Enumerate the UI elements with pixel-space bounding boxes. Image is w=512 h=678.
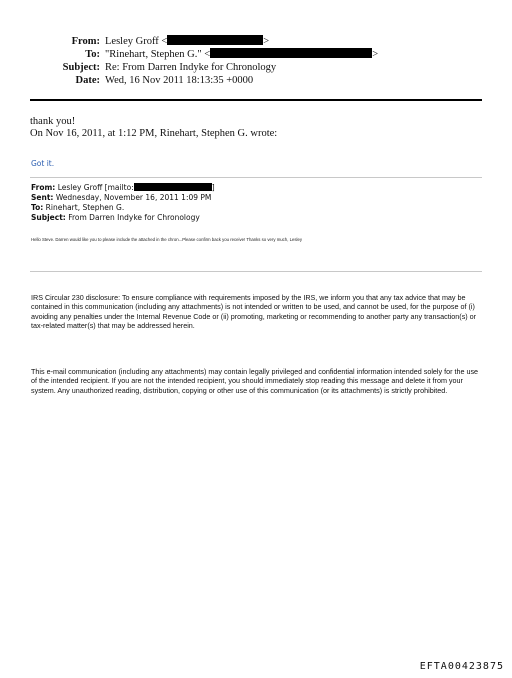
header-from-tail: > — [263, 36, 270, 47]
privileged-disclaimer: This e-mail communication (including any attachments) may contain legally privileged and confidential information intended solely for the use of the intended recipient. If you are not the intended recipient, you should immediately stop reading this message and delete it from your system. Any unauthorized reading, distribution, copying or other use of this communication (or its attachments) is strictly prohibited. — [31, 367, 479, 395]
header-date-label: Date: — [75, 75, 100, 86]
reply-line-1: thank you! — [30, 116, 76, 127]
header-to-value: "Rinehart, Stephen G." < — [105, 49, 211, 60]
header-divider — [30, 99, 482, 101]
forward-divider — [30, 177, 482, 178]
forward-sent-value: Wednesday, November 16, 2011 1:09 PM — [55, 193, 212, 202]
disclaimer-divider — [30, 271, 482, 272]
redaction-bar — [134, 183, 212, 191]
header-date-value: Wed, 16 Nov 2011 18:13:35 +0000 — [105, 75, 254, 86]
forward-sent-label: Sent: — [31, 193, 54, 202]
forward-to-row — [31, 203, 124, 213]
message-body: Hello Steve. Darren would like you to please include the attached in the chron...Please confirm back you receive! Thanks so very much, Lesley — [31, 237, 303, 242]
forward-from-value: Lesley Groff [mailto: — [57, 183, 134, 192]
forward-to-value: Rinehart, Stephen G. — [45, 203, 125, 212]
document-id: EFTA00423875 — [419, 661, 504, 672]
header-from-label: From: — [71, 36, 100, 47]
header-subject-value: Re: From Darren Indyke for Chronology — [105, 62, 277, 73]
irs-disclaimer: IRS Circular 230 disclosure: To ensure compliance with requirements imposed by the IRS, we inform you that any tax advice that may be contained in this communication (including any attachments) is not intended or written to be used, and cannot be used, for the purpose of (i) avoiding any penalties under the Internal Revenue Code or (ii) promoting, marketing or recommending to another party any transaction(s) or tax-related matter(s) that may be addressed herein. — [31, 293, 477, 331]
header-to-tail: > — [372, 49, 379, 60]
forward-subject-value: From Darren Indyke for Chronology — [68, 213, 200, 222]
forward-to-label: To: — [31, 203, 44, 212]
forward-subject-row — [31, 213, 200, 223]
got-it-text: Got it. — [31, 159, 55, 168]
header-to-label: To: — [85, 49, 100, 60]
forward-from-label: From: — [31, 183, 56, 192]
header-subject-label: Subject: — [62, 62, 100, 73]
forward-from-row — [31, 183, 215, 193]
redaction-bar — [167, 35, 263, 45]
forward-from-tail: ] — [211, 183, 215, 192]
forward-sent-row — [31, 193, 211, 203]
redaction-bar — [210, 48, 372, 58]
forward-subject-label: Subject: — [31, 213, 66, 222]
header-from-value: Lesley Groff < — [105, 36, 168, 47]
reply-line-2: On Nov 16, 2011, at 1:12 PM, Rinehart, Stephen G. wrote: — [30, 128, 278, 139]
